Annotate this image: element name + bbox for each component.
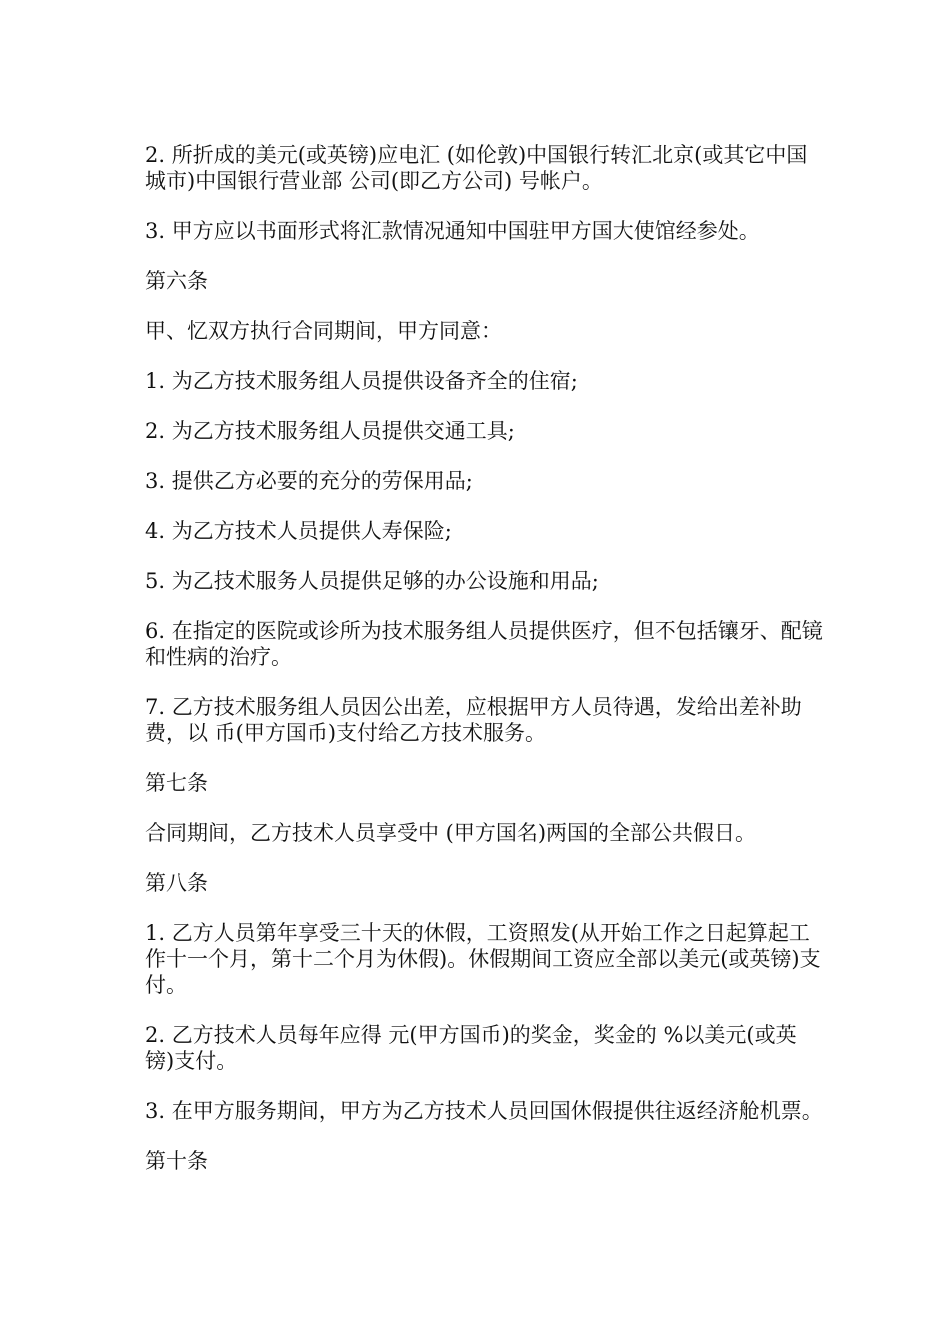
list-item-accommodation: 1. 为乙方技术服务组人员提供设备齐全的住宿; — [145, 369, 578, 393]
list-item-airfare: 3. 在甲方服务期间，甲方为乙方技术人员回国休假提供往返经济舱机票。 — [145, 1099, 823, 1123]
list-item-travel-allowance: 7. 乙方技术服务组人员因公出差，应根据甲方人员待遇，发给出差补助费，以 币(甲方国币)支付给乙方技术服务。 — [145, 695, 802, 745]
list-item-office-facilities: 5. 为乙技术服务人员提供足够的办公设施和用品; — [145, 569, 599, 593]
list-item-annual-leave: 1. 乙方人员第年享受三十天的休假，工资照发(从开始工作之日起算起工作十一个月，第十二个月为休假)。休假期间工资应全部以美元(或英镑)支付。 — [145, 921, 821, 997]
paragraph-remittance: 2. 所折成的美元(或英镑)应电汇 (如伦敦)中国银行转汇北京(或其它中国城市)中国银行营业部 公司(即乙方公司) 号帐户。 — [145, 143, 808, 193]
article-heading-7: 第七条 — [145, 771, 208, 795]
article-heading-6: 第六条 — [145, 269, 208, 293]
document-body — [145, 142, 825, 1198]
list-item-bonus: 2. 乙方技术人员每年应得 元(甲方国币)的奖金，奖金的 %以美元(或英镑)支付。 — [145, 1023, 797, 1073]
list-item-life-insurance: 4. 为乙方技术人员提供人寿保险; — [145, 519, 452, 543]
list-item-transport: 2. 为乙方技术服务组人员提供交通工具; — [145, 419, 515, 443]
paragraph-public-holidays: 合同期间，乙方技术人员享受中 (甲方国名)两国的全部公共假日。 — [145, 821, 757, 845]
list-item-medical: 6. 在指定的医院或诊所为技术服务组人员提供医疗，但不包括镶牙、配镜和性病的治疗。 — [145, 619, 823, 669]
list-item-protective-gear: 3. 提供乙方必要的充分的劳保用品; — [145, 469, 473, 493]
paragraph-notification: 3. 甲方应以书面形式将汇款情况通知中国驻甲方国大使馆经参处。 — [145, 219, 760, 243]
article-heading-8: 第八条 — [145, 871, 208, 895]
paragraph-party-a-agrees: 甲、忆双方执行合同期间，甲方同意： — [145, 319, 502, 343]
article-heading-10: 第十条 — [145, 1149, 208, 1173]
